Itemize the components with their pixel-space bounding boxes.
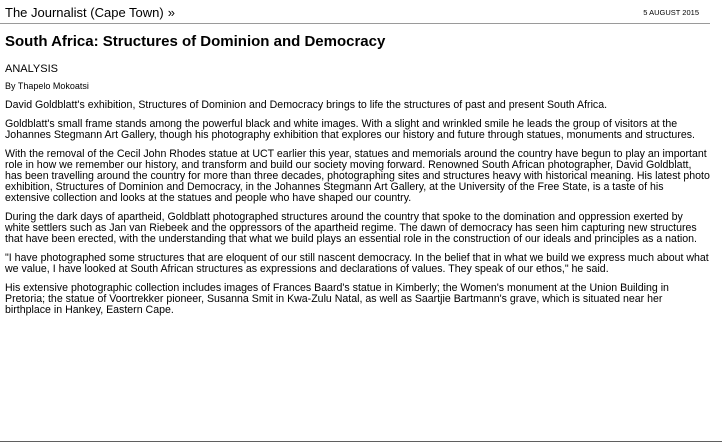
publication-date: 5 AUGUST 2015 <box>643 8 699 17</box>
masthead-bar <box>0 0 710 24</box>
article-paragraph: With the removal of the Cecil John Rhodes statue at UCT earlier this year, statues and memorials around the country have begun to play an important role in how we remember our history, and transform and build our society moving forward. Renowned South African photographer, David Goldblatt, has been travelling around the country for more than three decades, photographing sites and structures heavy with historical meaning. His latest photo exhibition, Structures of Dominion and Democracy, in the Johannes Stegmann Art Gallery, at the University of the Free State, is a taste of his extensive collection and looks at the statues and people who have shaped our country. <box>5 148 710 204</box>
publication-link[interactable] <box>5 5 175 20</box>
article-paragraph: David Goldblatt's exhibition, Structures of Dominion and Democracy brings to life the structures of past and present South Africa. <box>5 99 608 111</box>
article-paragraph: Goldblatt's small frame stands among the powerful black and white images. With a slight and wrinkled smile he leads the group of visitors at the Johannes Stegmann Art Gallery, though his photography exhibition that explores our history and future through statues, monuments and structures. <box>5 118 695 141</box>
footer-divider <box>0 441 722 442</box>
chevron-right-icon[interactable]: » <box>167 5 175 20</box>
article-section-label: ANALYSIS <box>5 63 58 75</box>
publication-name[interactable]: The Journalist (Cape Town) <box>5 5 164 20</box>
article-paragraph: "I have photographed some structures that are eloquent of our still nascent democracy. In the belief that in what we build we express much about what we value, I have looked at South African structures as expressions and declarations of values. They speak of our ethos," he said. <box>5 252 709 275</box>
article-paragraph: During the dark days of apartheid, Goldblatt photographed structures around the country that spoke to the domination and oppression exerted by white settlers such as Jan van Riebeek and the oppressors of the apartheid regime. The dawn of democracy has seen him capturing new structures that have been erected, with the understanding that what we build plays an essential role in the construction of our ideals and principles as a nation. <box>5 211 697 245</box>
article-body <box>5 100 710 316</box>
article <box>5 33 710 324</box>
article-headline: South Africa: Structures of Dominion and Democracy <box>5 33 386 50</box>
article-byline: By Thapelo Mokoatsi <box>5 81 89 91</box>
article-paragraph: His extensive photographic collection includes images of Frances Baard's statue in Kimberly; the Women's monument at the Union Building in Pretoria; the statue of Voortrekker pioneer, Susanna Smit in Kwa-Zulu Natal, as well as Saartjie Bartmann's grave, which is situated near her birthplace in Hankey, Eastern Cape. <box>5 282 669 316</box>
